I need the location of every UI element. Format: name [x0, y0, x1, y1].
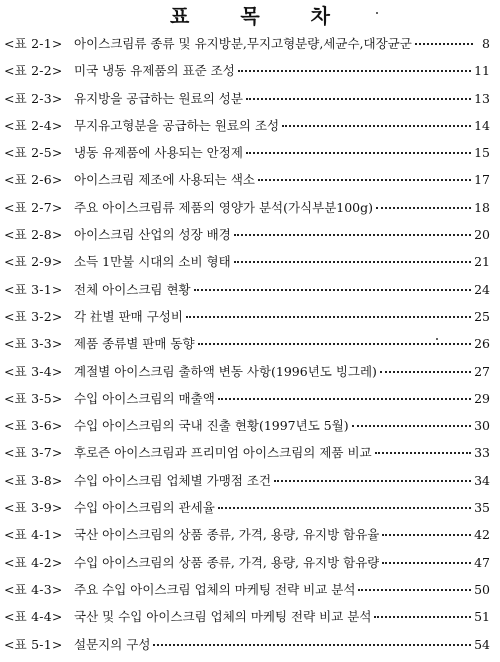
dot-leader — [382, 562, 471, 564]
table-caption: 후로즌 아이스크림과 프리미엄 아이스크림의 제품 비교 — [74, 445, 372, 461]
page-number: 13 — [474, 90, 490, 106]
table-caption: 설문지의 구성 — [74, 636, 151, 652]
table-number: <표 2-6> — [4, 172, 63, 188]
toc-entry — [4, 89, 490, 116]
page-number: 21 — [474, 254, 490, 270]
table-number: <표 2-4> — [4, 117, 63, 133]
table-number: <표 3-8> — [4, 472, 63, 488]
page-number: 18 — [474, 199, 490, 215]
dot-leader — [238, 70, 471, 72]
toc-entry — [4, 580, 490, 607]
table-number: <표 3-5> — [4, 390, 63, 406]
table-number: <표 2-2> — [4, 63, 63, 79]
table-of-contents-list — [4, 34, 490, 662]
table-caption: 아이스크림 산업의 성장 배경 — [74, 227, 231, 243]
dot-leader — [358, 589, 471, 591]
table-number: <표 3-4> — [4, 363, 63, 379]
table-caption: 수입 아이스크림 업체별 가맹점 조건 — [74, 472, 272, 488]
page-number: 27 — [474, 363, 490, 379]
toc-entry — [4, 607, 490, 634]
table-caption: 주요 아이스크림류 제품의 영양가 분석(가식부분100g) — [74, 199, 374, 215]
dot-leader — [380, 371, 471, 373]
toc-entry — [4, 143, 490, 170]
table-caption: 각 社별 판매 구성비 — [74, 308, 183, 324]
dot-leader — [234, 261, 471, 263]
page-number: 11 — [474, 63, 490, 79]
table-caption: 소득 1만불 시대의 소비 형태 — [74, 254, 231, 270]
toc-entry — [4, 443, 490, 470]
dot-leader — [374, 616, 471, 618]
page-title: 표 목 차 — [170, 4, 352, 28]
table-number: <표 3-2> — [4, 308, 63, 324]
table-number: <표 2-8> — [4, 227, 63, 243]
toc-entry — [4, 252, 490, 279]
page-number: 33 — [474, 445, 490, 461]
table-number: <표 2-5> — [4, 145, 63, 161]
dot-leader — [282, 125, 471, 127]
toc-entry — [4, 362, 490, 389]
dot-leader — [246, 152, 471, 154]
table-caption: 수입 아이스크림의 매출액 — [74, 390, 215, 406]
dot-leader — [352, 425, 471, 427]
table-number: <표 3-7> — [4, 445, 63, 461]
table-caption: 냉동 유제품에 사용되는 안정제 — [74, 145, 243, 161]
page-number: 47 — [474, 554, 490, 570]
scan-speck — [376, 12, 378, 14]
table-caption: 수입 아이스크림의 관세율 — [74, 500, 215, 516]
dot-leader — [218, 398, 471, 400]
table-caption: 국산 아이스크림의 상품 종류, 가격, 용량, 유지방 함유율 — [74, 527, 380, 543]
dot-leader — [246, 98, 471, 100]
toc-entry — [4, 34, 490, 61]
page-number: 42 — [474, 527, 490, 543]
page-number: 50 — [474, 581, 490, 597]
toc-entry — [4, 635, 490, 662]
table-number: <표 5-1> — [4, 636, 63, 652]
page-number: 25 — [474, 308, 490, 324]
page-number: 20 — [474, 227, 490, 243]
page-number: 54 — [474, 636, 490, 652]
table-caption: 아이스크림류 종류 및 유지방분,무지고형분량,세균수,대장균군 — [74, 36, 412, 51]
page-number: 51 — [474, 609, 490, 625]
page-number: 24 — [474, 281, 490, 297]
page-number: 30 — [474, 418, 490, 434]
page-number: 29 — [474, 390, 490, 406]
toc-entry — [4, 334, 490, 361]
toc-entry — [4, 170, 490, 197]
page-number: 15 — [474, 145, 490, 161]
table-number: <표 3-1> — [4, 281, 63, 297]
table-number: <표 2-9> — [4, 254, 63, 270]
table-caption: 제품 종류별 판매 동향 — [74, 336, 195, 352]
toc-entry — [4, 525, 490, 552]
dot-leader — [186, 316, 471, 318]
table-number: <표 3-9> — [4, 500, 63, 516]
dot-leader — [234, 234, 471, 236]
table-caption: 주요 수입 아이스크림 업체의 마케팅 전략 비교 분석 — [74, 581, 356, 597]
page-number: 17 — [474, 172, 490, 188]
toc-entry — [4, 498, 490, 525]
toc-entry — [4, 389, 490, 416]
table-number: <표 2-3> — [4, 90, 63, 106]
table-number: <표 4-2> — [4, 554, 63, 570]
table-caption: 아이스크림 제조에 사용되는 색소 — [74, 172, 255, 188]
toc-entry — [4, 225, 490, 252]
scan-speck — [436, 338, 438, 340]
toc-entry — [4, 61, 490, 88]
page-number: 34 — [474, 472, 490, 488]
dot-leader — [218, 507, 471, 509]
dot-leader — [153, 644, 471, 646]
table-caption: 국산 및 수입 아이스크림 업체의 마케팅 전략 비교 분석 — [74, 609, 372, 625]
page-number: 35 — [474, 500, 490, 516]
table-caption: 수입 아이스크림의 국내 진출 현황(1997년도 5월) — [74, 418, 349, 434]
dot-leader — [198, 343, 471, 345]
table-caption: 계절별 아이스크림 출하액 변동 사항(1996년도 빙그레) — [74, 363, 377, 379]
dot-leader — [415, 43, 473, 45]
table-number: <표 3-6> — [4, 418, 63, 434]
table-number: <표 3-3> — [4, 336, 63, 352]
toc-entry — [4, 116, 490, 143]
toc-entry — [4, 198, 490, 225]
toc-entry — [4, 471, 490, 498]
table-caption: 전체 아이스크림 현황 — [74, 281, 191, 297]
table-number: <표 2-7> — [4, 199, 63, 215]
page-number: 26 — [474, 336, 490, 352]
dot-leader — [382, 534, 471, 536]
dot-leader — [258, 179, 471, 181]
toc-entry — [4, 553, 490, 580]
table-number: <표 2-1> — [4, 36, 63, 51]
toc-entry — [4, 280, 490, 307]
dot-leader — [376, 207, 471, 209]
table-caption: 수입 아이스크림의 상품 종류, 가격, 용량, 유지방 함유량 — [74, 554, 380, 570]
dot-leader — [194, 289, 471, 291]
table-number: <표 4-1> — [4, 527, 63, 543]
table-caption: 유지방을 공급하는 원료의 성분 — [74, 90, 243, 106]
page-number: 8 — [482, 36, 490, 51]
table-number: <표 4-3> — [4, 581, 63, 597]
table-caption: 무지유고형분을 공급하는 원료의 조성 — [74, 117, 280, 133]
dot-leader — [375, 452, 472, 454]
toc-entry — [4, 307, 490, 334]
page-number: 14 — [474, 117, 490, 133]
dot-leader — [274, 480, 471, 482]
toc-entry — [4, 416, 490, 443]
table-number: <표 4-4> — [4, 609, 63, 625]
table-caption: 미국 냉동 유제품의 표준 조성 — [74, 63, 235, 79]
